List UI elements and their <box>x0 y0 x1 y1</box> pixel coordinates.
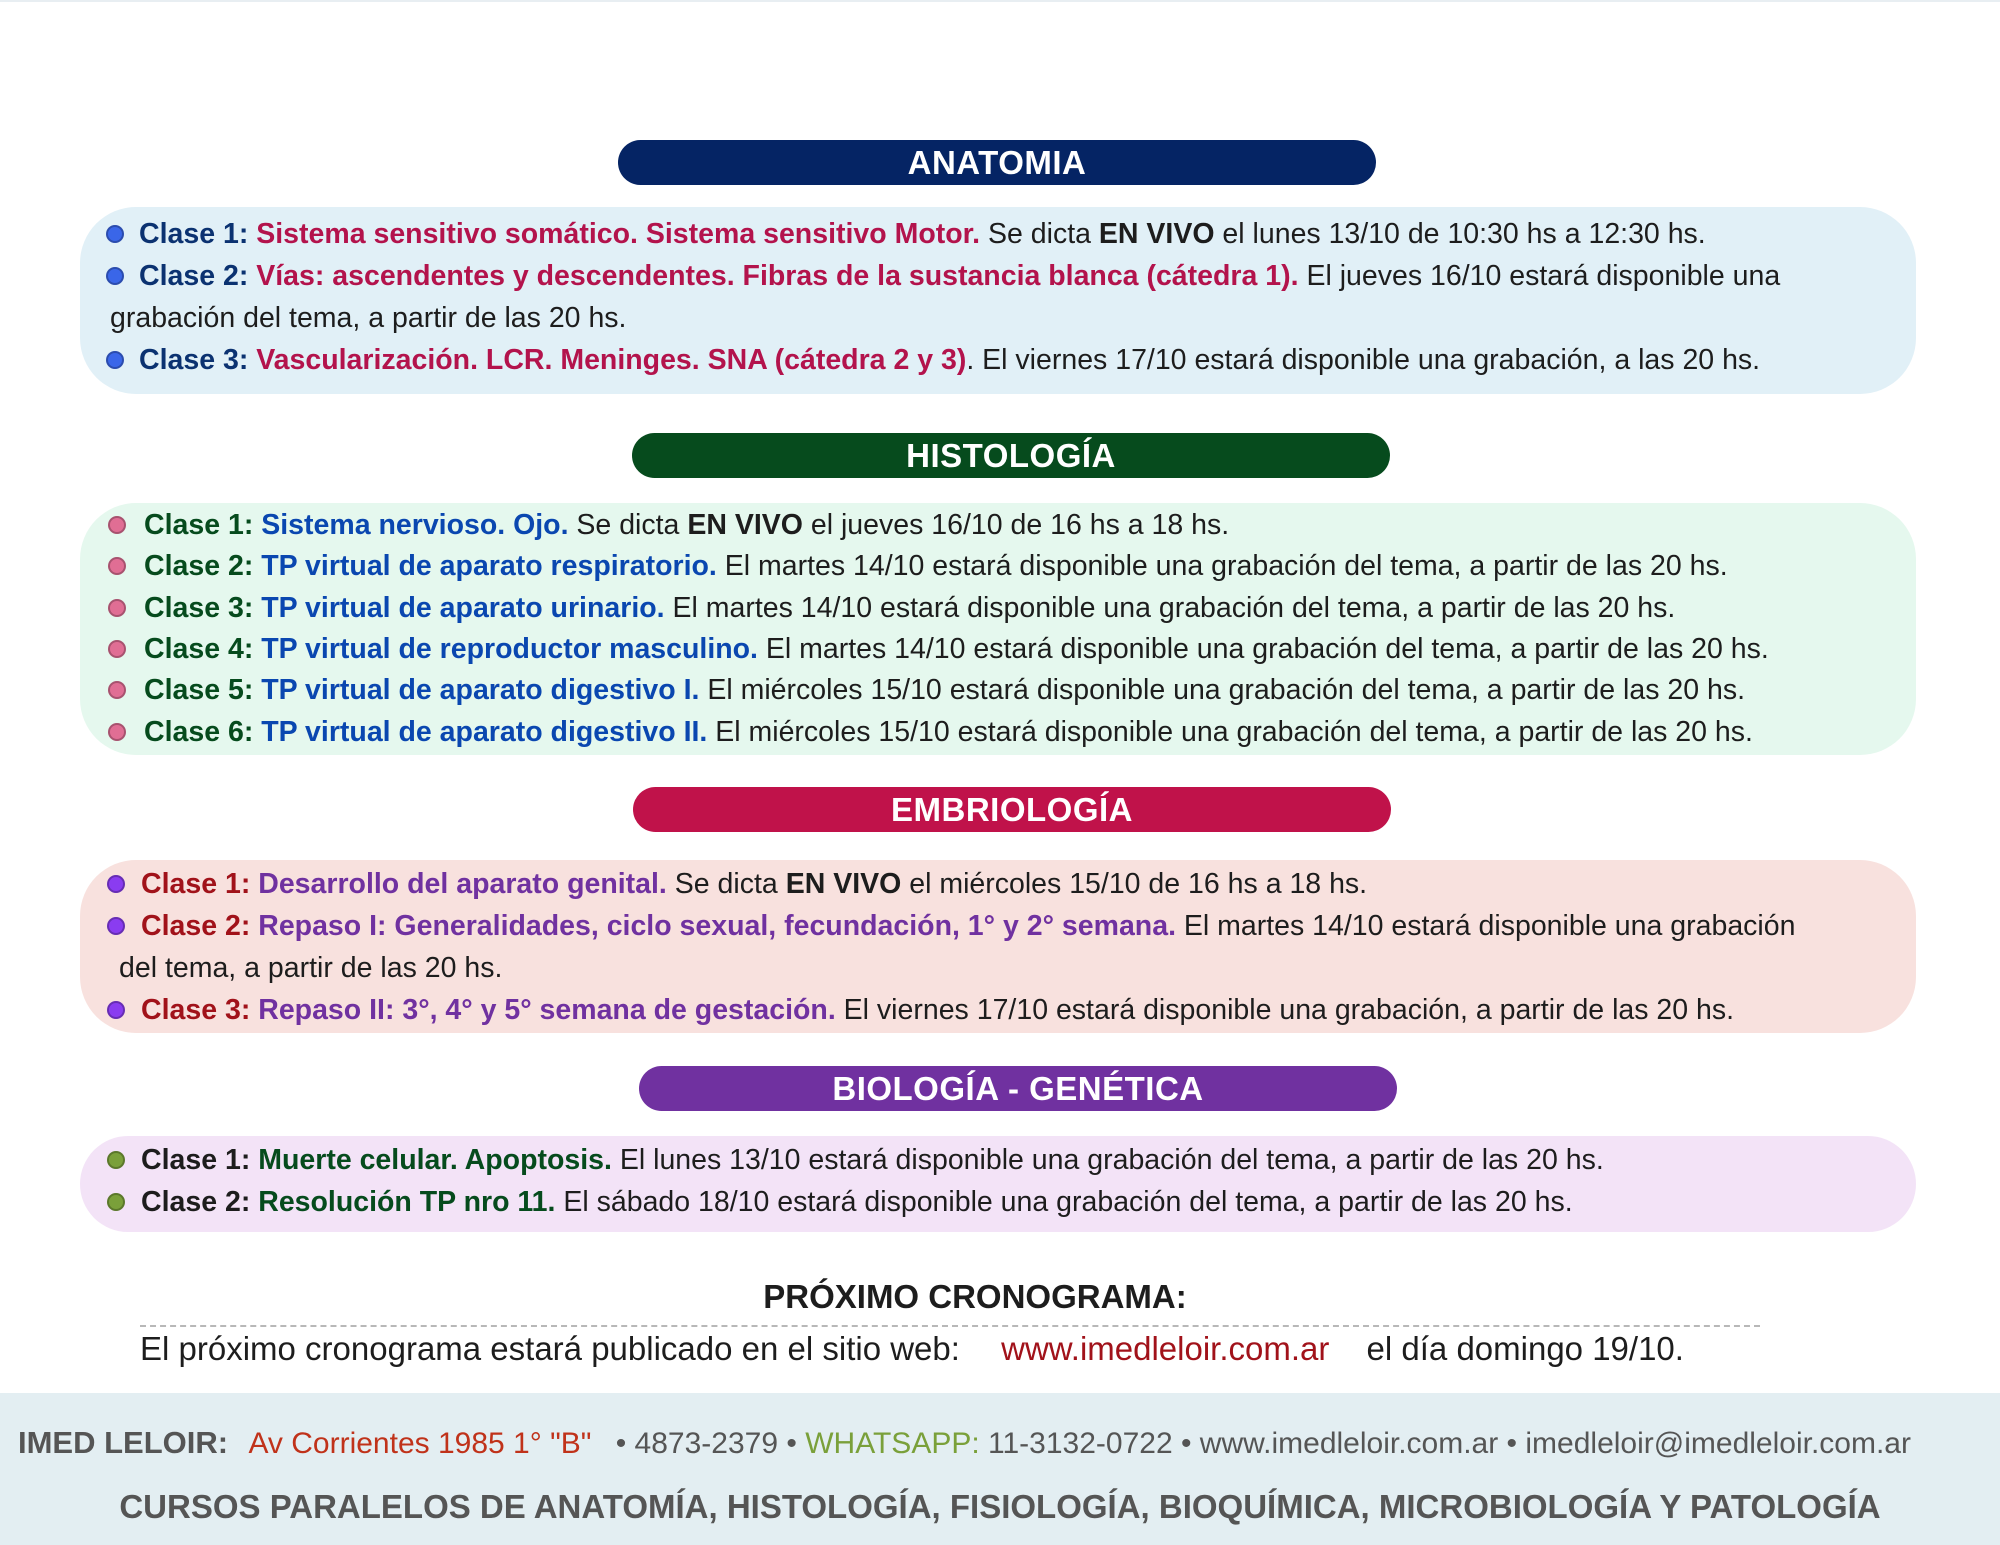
bullet-icon <box>108 599 126 617</box>
class-label: Clase 1: <box>141 868 251 900</box>
class-pre: Se dicta <box>666 868 786 900</box>
class-label: Clase 3: <box>139 344 249 376</box>
footer <box>0 1393 2000 1545</box>
class-label: Clase 2: <box>141 1186 251 1218</box>
bullet-icon <box>106 267 124 285</box>
footer-phone: • 4873-2379 • <box>615 1427 797 1460</box>
footer-whatsapp-info: 11-3132-0722 • www.imedleloir.com.ar • imedleloir@imedleloir.com.ar <box>988 1427 1911 1460</box>
class-label: Clase 3: <box>144 592 254 624</box>
class-topic: Sistema sensitivo somático. Sistema sensitivo Motor. <box>256 218 981 250</box>
class-label: Clase 1: <box>139 218 249 250</box>
class-info: el jueves 16/10 de 16 hs a 18 hs. <box>802 509 1230 541</box>
anatomia-header <box>618 140 1376 185</box>
class-info: El jueves 16/10 estará disponible una <box>1298 260 1781 292</box>
class-info: el miércoles 15/10 de 16 hs a 18 hs. <box>901 868 1368 900</box>
histologia-title: HISTOLOGÍA <box>906 436 1116 474</box>
class-info: El lunes 13/10 estará disponible una grabación del tema, a partir de las 20 hs. <box>611 1144 1604 1176</box>
footer-contact-line <box>18 1425 1911 1461</box>
class-info: el lunes 13/10 de 10:30 hs a 12:30 hs. <box>1214 218 1706 250</box>
bullet-icon <box>108 557 126 575</box>
biologia-title: BIOLOGÍA - GENÉTICA <box>832 1069 1204 1107</box>
class-info: El martes 14/10 estará disponible una grabación del tema, a partir de las 20 hs. <box>664 592 1676 624</box>
class-info: El martes 14/10 estará disponible una grabación <box>1175 910 1796 942</box>
bullet-icon <box>107 1001 125 1019</box>
class-topic: TP virtual de aparato digestivo II. <box>261 716 708 748</box>
live-label: EN VIVO <box>687 509 803 541</box>
bullet-icon <box>107 1193 125 1211</box>
bullet-icon <box>107 1151 125 1169</box>
class-label: Clase 4: <box>144 633 254 665</box>
class-pre: Se dicta <box>980 218 1099 250</box>
class-label: Clase 2: <box>139 260 249 292</box>
class-info: El sábado 18/10 estará disponible una grabación del tema, a partir de las 20 hs. <box>555 1186 1573 1218</box>
class-label: Clase 1: <box>141 1144 251 1176</box>
bullet-icon <box>107 917 125 935</box>
embriologia-header <box>633 787 1391 832</box>
bullet-icon <box>108 723 126 741</box>
class-label: Clase 2: <box>141 910 251 942</box>
bullet-icon <box>108 640 126 658</box>
class-topic: TP virtual de aparato urinario. <box>261 592 665 624</box>
class-label: Clase 1: <box>144 509 254 541</box>
class-pre: Se dicta <box>568 509 688 541</box>
class-topic: Vías: ascendentes y descendentes. Fibras de la sustancia blanca (cátedra 1). <box>256 260 1299 292</box>
class-info-continued: grabación del tema, a partir de las 20 hs. <box>110 302 627 334</box>
class-label: Clase 2: <box>144 550 254 582</box>
histologia-box <box>80 503 1916 755</box>
class-topic: Repaso II: 3°, 4° y 5° semana de gestación. <box>258 994 836 1026</box>
class-topic: Desarrollo del aparato genital. <box>258 868 667 900</box>
class-label: Clase 3: <box>141 994 251 1026</box>
footer-whatsapp-label: WHATSAPP: <box>805 1427 980 1460</box>
biologia-header <box>639 1066 1397 1111</box>
class-info: El martes 14/10 estará disponible una grabación del tema, a partir de las 20 hs. <box>757 633 1769 665</box>
class-info: El miércoles 15/10 estará disponible una grabación del tema, a partir de las 20 hs. <box>707 716 1753 748</box>
bullet-icon <box>106 225 124 243</box>
bullet-icon <box>108 681 126 699</box>
footer-address: Av Corrientes 1985 1° "B" <box>248 1427 592 1460</box>
histologia-header <box>632 433 1390 478</box>
class-label: Clase 5: <box>144 674 254 706</box>
next-schedule-title: PRÓXIMO CRONOGRAMA: <box>763 1278 1187 1315</box>
top-divider <box>0 0 2000 2</box>
class-info: . El viernes 17/10 estará disponible una grabación, a las 20 hs. <box>966 344 1761 376</box>
class-info: El martes 14/10 estará disponible una grabación del tema, a partir de las 20 hs. <box>716 550 1728 582</box>
bullet-icon <box>107 875 125 893</box>
class-label: Clase 6: <box>144 716 254 748</box>
anatomia-title: ANATOMIA <box>907 143 1087 181</box>
class-topic: TP virtual de aparato digestivo I. <box>261 674 700 706</box>
class-topic: Sistema nervioso. Ojo. <box>261 509 569 541</box>
website-link[interactable]: www.imedleloir.com.ar <box>1001 1330 1330 1367</box>
anatomia-box <box>80 207 1916 394</box>
class-info-continued: del tema, a partir de las 20 hs. <box>119 952 503 984</box>
class-info: El miércoles 15/10 estará disponible una grabación del tema, a partir de las 20 hs. <box>699 674 1746 706</box>
bullet-icon <box>106 351 124 369</box>
footer-courses: CURSOS PARALELOS DE ANATOMÍA, HISTOLOGÍA, FISIOLOGÍA, BIOQUÍMICA, MICROBIOLOGÍA Y PATOLOGÍA <box>119 1488 1881 1525</box>
class-info: El viernes 17/10 estará disponible una grabación, a partir de las 20 hs. <box>835 994 1735 1026</box>
live-label: EN VIVO <box>785 868 902 900</box>
next-schedule-date: el día domingo 19/10. <box>1366 1330 1684 1367</box>
next-schedule-text: El próximo cronograma estará publicado en el sitio web: <box>140 1330 960 1367</box>
bullet-icon <box>108 516 126 534</box>
next-schedule-line <box>140 1326 1684 1372</box>
embriologia-title: EMBRIOLOGÍA <box>891 790 1133 828</box>
class-topic: TP virtual de aparato respiratorio. <box>261 550 717 582</box>
class-topic: TP virtual de reproductor masculino. <box>261 633 758 665</box>
live-label: EN VIVO <box>1098 218 1215 250</box>
footer-brand: IMED LELOIR: <box>18 1425 229 1460</box>
class-topic: Repaso I: Generalidades, ciclo sexual, fecundación, 1° y 2° semana. <box>258 910 1176 942</box>
class-topic: Resolución TP nro 11. <box>258 1186 556 1218</box>
class-topic: Muerte celular. Apoptosis. <box>258 1144 612 1176</box>
embriologia-box <box>80 860 1916 1033</box>
biologia-box <box>80 1136 1916 1232</box>
class-topic: Vascularización. LCR. Meninges. SNA (cátedra 2 y 3) <box>256 344 967 376</box>
